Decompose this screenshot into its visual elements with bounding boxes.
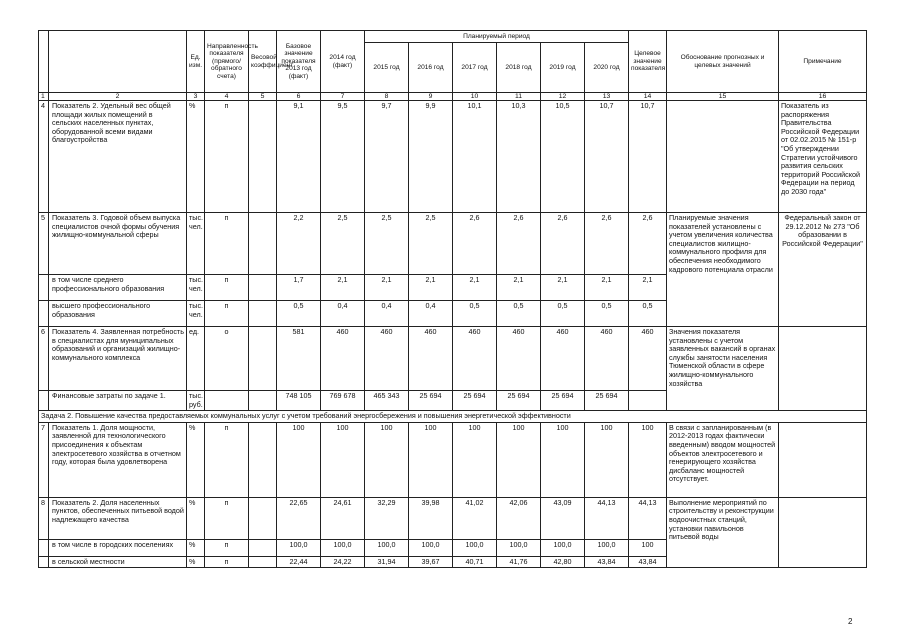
- row-name: Показатель 3. Годовой объем выпуска специалистов очной формы обучения жилищно-коммунальной сферы: [49, 213, 187, 275]
- row-target: 10,7: [629, 101, 667, 213]
- col-number: 8: [365, 93, 409, 101]
- col-number: 5: [249, 93, 277, 101]
- row-value: 100: [453, 422, 497, 497]
- row-no: [39, 556, 49, 568]
- row-base: 22,65: [277, 497, 321, 539]
- row-weight: [249, 301, 277, 327]
- row-value: 0,5: [497, 301, 541, 327]
- row-value: 42,06: [497, 497, 541, 539]
- table-row: [39, 497, 867, 539]
- header-unit: Ед. изм.: [187, 31, 205, 93]
- row-direction: п: [205, 101, 249, 213]
- row-value: 43,84: [585, 556, 629, 568]
- row-rationale: В связи с запланированным (в 2012-2013 годах фактически введенным) вводом мощностей объектов электросетевого и генерирующего хозяйства дисбаланс мощностей отсутствует.: [667, 422, 779, 497]
- row-value: 100,0: [409, 539, 453, 556]
- row-rationale: [667, 101, 779, 213]
- row-weight: [249, 422, 277, 497]
- header-name: [49, 31, 187, 93]
- header-year: 2016 год: [409, 43, 453, 93]
- row-2014: 769 678: [321, 391, 365, 411]
- row-unit: %: [187, 422, 205, 497]
- row-value: 41,02: [453, 497, 497, 539]
- row-rationale: Планируемые значения показателей установлены с учетом увеличения количества специалистов жилищно-коммунального профиля для обеспечения необходимого кадрового потенциала отрасли: [667, 213, 779, 327]
- row-note: [779, 497, 867, 568]
- row-no: [39, 301, 49, 327]
- row-value: 0,5: [453, 301, 497, 327]
- row-target: [629, 391, 667, 411]
- col-number: 16: [779, 93, 867, 101]
- row-rationale: Выполнение мероприятий по строительству и реконструкции водоочистных станций, установки павильонов питьевой воды: [667, 497, 779, 568]
- row-value: 42,80: [541, 556, 585, 568]
- row-name: Показатель 1. Доля мощности, заявленной для технологического присоединения к объектам электросетевого хозяйства в отчетном году, которая была удовлетворена: [49, 422, 187, 497]
- row-value: 460: [585, 327, 629, 391]
- row-value: 10,3: [497, 101, 541, 213]
- row-target: 43,84: [629, 556, 667, 568]
- row-value: 25 694: [585, 391, 629, 411]
- col-number: 13: [585, 93, 629, 101]
- row-2014: 460: [321, 327, 365, 391]
- page-number: 2: [848, 617, 853, 626]
- row-base: 2,2: [277, 213, 321, 275]
- col-number: 9: [409, 93, 453, 101]
- header-rationale: Обоснование прогнозных и целевых значений: [667, 31, 779, 93]
- row-weight: [249, 213, 277, 275]
- header-target: Целевое значение показателя: [629, 31, 667, 93]
- row-no: 5: [39, 213, 49, 275]
- col-number: 12: [541, 93, 585, 101]
- row-2014: 2,1: [321, 275, 365, 301]
- row-value: 100: [497, 422, 541, 497]
- row-weight: [249, 497, 277, 539]
- row-direction: п: [205, 213, 249, 275]
- row-value: 0,5: [541, 301, 585, 327]
- row-unit: ед.: [187, 327, 205, 391]
- row-target: 0,5: [629, 301, 667, 327]
- row-value: 2,1: [541, 275, 585, 301]
- row-target: 100: [629, 539, 667, 556]
- row-direction: п: [205, 556, 249, 568]
- row-2014: 2,5: [321, 213, 365, 275]
- row-value: 9,9: [409, 101, 453, 213]
- row-value: 460: [541, 327, 585, 391]
- row-value: 39,98: [409, 497, 453, 539]
- row-value: 44,13: [585, 497, 629, 539]
- document-sheet: [38, 30, 866, 568]
- header-year: 2019 год: [541, 43, 585, 93]
- row-target: 2,6: [629, 213, 667, 275]
- row-unit: тыс. чел.: [187, 275, 205, 301]
- row-value: 100: [409, 422, 453, 497]
- row-unit: %: [187, 556, 205, 568]
- row-value: 31,94: [365, 556, 409, 568]
- col-number: 14: [629, 93, 667, 101]
- row-unit: тыс. руб.: [187, 391, 205, 411]
- row-value: 2,1: [409, 275, 453, 301]
- row-direction: о: [205, 327, 249, 391]
- row-target: 44,13: [629, 497, 667, 539]
- row-weight: [249, 391, 277, 411]
- row-note: [779, 422, 867, 497]
- row-no: 7: [39, 422, 49, 497]
- row-base: 1,7: [277, 275, 321, 301]
- row-value: 100: [365, 422, 409, 497]
- row-unit: %: [187, 497, 205, 539]
- row-no: 6: [39, 327, 49, 391]
- row-name: в сельской местности: [49, 556, 187, 568]
- row-value: 2,1: [497, 275, 541, 301]
- row-weight: [249, 327, 277, 391]
- row-unit: тыс. чел.: [187, 213, 205, 275]
- col-number: 10: [453, 93, 497, 101]
- row-value: 0,5: [585, 301, 629, 327]
- row-value: 10,1: [453, 101, 497, 213]
- row-value: 465 343: [365, 391, 409, 411]
- row-2014: 0,4: [321, 301, 365, 327]
- row-weight: [249, 539, 277, 556]
- row-base: 581: [277, 327, 321, 391]
- row-value: 25 694: [497, 391, 541, 411]
- row-value: 43,09: [541, 497, 585, 539]
- row-2014: 100,0: [321, 539, 365, 556]
- table-row: [39, 327, 867, 391]
- row-weight: [249, 101, 277, 213]
- header-base: Базовое значение показателя 2013 год (факт): [277, 31, 321, 93]
- row-name: в том числе в городских поселениях: [49, 539, 187, 556]
- row-2014: 9,5: [321, 101, 365, 213]
- row-value: 460: [365, 327, 409, 391]
- row-note: Показатель из распоряжения Правительства Российской Федерации от 02.02.2015 № 151-р "Об утверждении Стратегии устойчивого развития сельских территорий Российской Федерации на период до 2030 года": [779, 101, 867, 213]
- row-value: 0,4: [365, 301, 409, 327]
- row-base: 0,5: [277, 301, 321, 327]
- row-2014: 100: [321, 422, 365, 497]
- row-base: 9,1: [277, 101, 321, 213]
- row-no: [39, 275, 49, 301]
- col-number: 11: [497, 93, 541, 101]
- header-year: 2017 год: [453, 43, 497, 93]
- indicators-table: [38, 30, 867, 568]
- row-value: 460: [409, 327, 453, 391]
- row-target: 460: [629, 327, 667, 391]
- row-target: 100: [629, 422, 667, 497]
- row-value: 39,67: [409, 556, 453, 568]
- row-value: 460: [453, 327, 497, 391]
- row-rationale: Значения показателя установлены с учетом заявленных вакансий в органах службы занятости населения Тюменской области в сфере жилищно-коммунального хозяйства: [667, 327, 779, 411]
- header-2014: 2014 год (факт): [321, 31, 365, 93]
- row-base: 748 105: [277, 391, 321, 411]
- row-value: 2,6: [585, 213, 629, 275]
- row-unit: тыс. чел.: [187, 301, 205, 327]
- row-value: 32,29: [365, 497, 409, 539]
- column-numbers-row: [39, 93, 867, 101]
- row-value: 100: [585, 422, 629, 497]
- row-value: 10,5: [541, 101, 585, 213]
- row-note: [779, 327, 867, 411]
- col-number: 2: [49, 93, 187, 101]
- row-name: в том числе среднего профессионального образования: [49, 275, 187, 301]
- row-base: 100: [277, 422, 321, 497]
- header-year: 2018 год: [497, 43, 541, 93]
- row-value: 100: [541, 422, 585, 497]
- row-no: [39, 391, 49, 411]
- header-year: 2020 год: [585, 43, 629, 93]
- col-number: 3: [187, 93, 205, 101]
- row-value: 25 694: [453, 391, 497, 411]
- header-note: Примечание: [779, 31, 867, 93]
- row-direction: п: [205, 301, 249, 327]
- table-row: [39, 101, 867, 213]
- col-number: 6: [277, 93, 321, 101]
- row-no: 4: [39, 101, 49, 213]
- row-direction: [205, 391, 249, 411]
- row-direction: п: [205, 422, 249, 497]
- row-unit: %: [187, 539, 205, 556]
- row-direction: п: [205, 275, 249, 301]
- row-value: 25 694: [409, 391, 453, 411]
- row-value: 100,0: [541, 539, 585, 556]
- row-value: 100,0: [585, 539, 629, 556]
- row-value: 2,6: [541, 213, 585, 275]
- row-direction: п: [205, 539, 249, 556]
- row-name: высшего профессионального образования: [49, 301, 187, 327]
- row-value: 2,1: [585, 275, 629, 301]
- col-number: 4: [205, 93, 249, 101]
- row-value: 10,7: [585, 101, 629, 213]
- row-value: 100,0: [453, 539, 497, 556]
- row-name: Показатель 2. Удельный вес общей площади жилых помещений в сельских населенных пунктах, оборудованной всеми видами благоустройства: [49, 101, 187, 213]
- row-name: Финансовые затраты по задаче 1.: [49, 391, 187, 411]
- row-name: Показатель 2. Доля населенных пунктов, обеспеченных питьевой водой надлежащего качества: [49, 497, 187, 539]
- row-weight: [249, 275, 277, 301]
- row-base: 22,44: [277, 556, 321, 568]
- row-no: 8: [39, 497, 49, 539]
- row-base: 100,0: [277, 539, 321, 556]
- row-value: 2,6: [453, 213, 497, 275]
- header-planned: Планируемый период: [365, 31, 629, 43]
- row-weight: [249, 556, 277, 568]
- row-value: 41,76: [497, 556, 541, 568]
- row-value: 0,4: [409, 301, 453, 327]
- row-value: 9,7: [365, 101, 409, 213]
- header-direction: Направленность показателя (прямого/обратного счета): [205, 31, 249, 93]
- table-row: [39, 422, 867, 497]
- task-2-title: Задача 2. Повышение качества предоставляемых коммунальных услуг с учетом требований энергосбережения и повышения энергетической эффективности: [39, 411, 867, 423]
- row-value: 460: [497, 327, 541, 391]
- row-value: 100,0: [497, 539, 541, 556]
- row-no: [39, 539, 49, 556]
- header-year: 2015 год: [365, 43, 409, 93]
- col-number: 7: [321, 93, 365, 101]
- row-value: 25 694: [541, 391, 585, 411]
- row-value: 2,6: [497, 213, 541, 275]
- row-name: Показатель 4. Заявленная потребность в специалистах для муниципальных образований и организаций жилищно-коммунального комплекса: [49, 327, 187, 391]
- row-value: 2,1: [365, 275, 409, 301]
- row-2014: 24,61: [321, 497, 365, 539]
- header-weight: Весовой коэффициент: [249, 31, 277, 93]
- row-direction: п: [205, 497, 249, 539]
- row-value: 40,71: [453, 556, 497, 568]
- row-note: Федеральный закон от 29.12.2012 № 273 "Об образовании в Российской Федерации": [779, 213, 867, 327]
- table-row: [39, 213, 867, 275]
- row-value: 2,5: [409, 213, 453, 275]
- row-unit: %: [187, 101, 205, 213]
- col-number: 1: [39, 93, 49, 101]
- row-target: 2,1: [629, 275, 667, 301]
- row-value: 2,5: [365, 213, 409, 275]
- col-number: 15: [667, 93, 779, 101]
- row-value: 2,1: [453, 275, 497, 301]
- row-2014: 24,22: [321, 556, 365, 568]
- header-no: [39, 31, 49, 93]
- task-row: [39, 411, 867, 423]
- row-value: 100,0: [365, 539, 409, 556]
